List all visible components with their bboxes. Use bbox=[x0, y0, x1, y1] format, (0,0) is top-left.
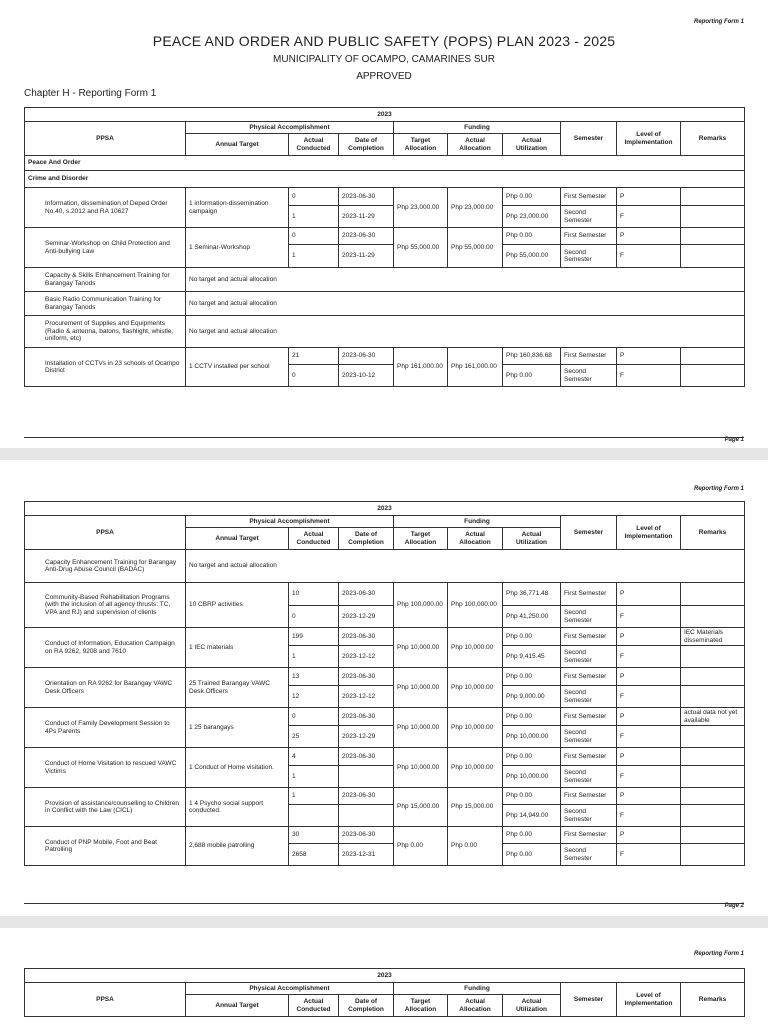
semester-cell: Second Semester bbox=[561, 365, 617, 387]
semester-cell: First Semester bbox=[561, 583, 617, 606]
target-allocation-header: Target Allocation bbox=[394, 995, 448, 1017]
utilization-cell: Php 10,000.00 bbox=[503, 766, 561, 788]
actual-conducted-cell: 0 bbox=[289, 228, 339, 245]
target-cell: 1 Seminar-Workshop bbox=[186, 228, 289, 268]
target-allocation-cell: Php 10,000.00 bbox=[394, 628, 448, 668]
actual-conducted-cell: 1 bbox=[289, 788, 339, 805]
utilization-cell: Php 0.00 bbox=[503, 708, 561, 726]
remarks-cell bbox=[681, 348, 745, 365]
utilization-cell: Php 9,415.45 bbox=[503, 646, 561, 668]
actual-allocation-cell: Php 10,000.00 bbox=[448, 628, 503, 668]
semester-cell: First Semester bbox=[561, 827, 617, 844]
ppsa-cell: Community-Based Rehabilitation Programs (with the inclusion of all agency thrusts: TC, VPA and RJ) and supervision of clients bbox=[25, 583, 186, 628]
annual-target-header: Annual Target bbox=[186, 995, 289, 1017]
reporting-form-label: Reporting Form 1 bbox=[693, 486, 744, 492]
target-allocation-header: Target Allocation bbox=[394, 528, 448, 550]
utilization-cell: Php 23,000.00 bbox=[503, 206, 561, 228]
semester-cell: First Semester bbox=[561, 348, 617, 365]
document-title: PEACE AND ORDER AND PUBLIC SAFETY (POPS) PLAN 2023 - 2025 bbox=[152, 33, 616, 49]
remarks-header: Remarks bbox=[681, 122, 745, 156]
year-header: 2023 bbox=[25, 502, 745, 516]
actual-allocation-cell: Php 161,000.00 bbox=[448, 348, 503, 387]
table-row bbox=[25, 292, 745, 316]
actual-allocation-cell: Php 0.00 bbox=[448, 827, 503, 866]
utilization-cell: Php 0.00 bbox=[503, 188, 561, 206]
report-page-3 bbox=[0, 928, 768, 1024]
target-cell: 1 CCTV installed per school bbox=[186, 348, 289, 387]
table-row bbox=[25, 668, 745, 686]
date-cell: 2023-11-29 bbox=[339, 245, 394, 268]
semester-cell: Second Semester bbox=[561, 686, 617, 708]
target-cell: 1 Conduct of Home visitation. bbox=[186, 748, 289, 788]
utilization-cell: Php 55,000.00 bbox=[503, 245, 561, 268]
actual-utilization-header: Actual Utilization bbox=[503, 995, 561, 1017]
ppsa-header: PPSA bbox=[25, 983, 186, 1017]
table-row bbox=[25, 583, 745, 606]
target-cell: 1 4 Psycho social support conducted. bbox=[186, 788, 289, 827]
date-cell: 2023-06-30 bbox=[339, 708, 394, 726]
date-cell: 2023-06-30 bbox=[339, 188, 394, 206]
no-target-cell: No target and actual allocation bbox=[186, 316, 745, 348]
remarks-cell bbox=[681, 365, 745, 387]
semester-cell: Second Semester bbox=[561, 206, 617, 228]
level-cell: F bbox=[617, 844, 681, 866]
physical-header: Physical Accomplishment bbox=[186, 516, 394, 528]
table-row bbox=[25, 348, 745, 365]
municipality-name: MUNICIPALITY OF OCAMPO, CAMARINES SUR bbox=[273, 54, 495, 65]
semester-cell: First Semester bbox=[561, 788, 617, 805]
table-row bbox=[25, 188, 745, 206]
utilization-cell: Php 0.00 bbox=[503, 748, 561, 766]
actual-conducted-cell: 13 bbox=[289, 668, 339, 686]
utilization-cell: Php 10,000.00 bbox=[503, 726, 561, 748]
report-page-1 bbox=[0, 0, 768, 448]
date-cell: 2023-10-12 bbox=[339, 365, 394, 387]
level-cell: P bbox=[617, 708, 681, 726]
no-target-cell: No target and actual allocation bbox=[186, 268, 745, 292]
date-completion-header: Date of Completion bbox=[339, 134, 394, 156]
physical-header: Physical Accomplishment bbox=[186, 983, 394, 995]
remarks-cell bbox=[681, 726, 745, 748]
level-header: Level of Implementation bbox=[617, 516, 681, 550]
ppsa-cell: Procurement of Supplies and Equipments (Radio & antenna, batons, flashlight, whistle, uniform, etc) bbox=[25, 316, 186, 348]
actual-allocation-cell: Php 23,000.00 bbox=[448, 188, 503, 228]
actual-allocation-cell: Php 100,000.00 bbox=[448, 583, 503, 628]
level-cell: P bbox=[617, 628, 681, 646]
level-cell: P bbox=[617, 188, 681, 206]
approval-status: APPROVED bbox=[356, 71, 412, 82]
date-cell: 2023-12-12 bbox=[339, 646, 394, 668]
table-row bbox=[25, 748, 745, 766]
ppsa-cell: Orientation on RA 9262 for Barangay VAWC Desk Officers bbox=[25, 668, 186, 708]
actual-conducted-cell: 30 bbox=[289, 827, 339, 844]
semester-cell: Second Semester bbox=[561, 766, 617, 788]
utilization-cell: Php 36,771.48 bbox=[503, 583, 561, 606]
level-cell: F bbox=[617, 206, 681, 228]
actual-conducted-cell: 0 bbox=[289, 606, 339, 628]
remarks-cell bbox=[681, 766, 745, 788]
actual-conducted-cell: 1 bbox=[289, 245, 339, 268]
level-cell: F bbox=[617, 686, 681, 708]
funding-header: Funding bbox=[394, 983, 561, 995]
remarks-cell bbox=[681, 788, 745, 805]
section-row: Peace And Order bbox=[25, 156, 745, 171]
remarks-cell bbox=[681, 844, 745, 866]
actual-conducted-cell: 1 bbox=[289, 646, 339, 668]
semester-cell: First Semester bbox=[561, 748, 617, 766]
target-allocation-cell: Php 161,000.00 bbox=[394, 348, 448, 387]
semester-cell: Second Semester bbox=[561, 606, 617, 628]
remarks-cell bbox=[681, 606, 745, 628]
date-cell: 2023-06-30 bbox=[339, 827, 394, 844]
level-cell: F bbox=[617, 365, 681, 387]
target-allocation-cell: Php 15,000.00 bbox=[394, 788, 448, 827]
target-allocation-cell: Php 0.00 bbox=[394, 827, 448, 866]
remarks-cell bbox=[681, 228, 745, 245]
ppsa-cell: Conduct of Family Development Session to 4Ps Parents bbox=[25, 708, 186, 748]
semester-cell: First Semester bbox=[561, 228, 617, 245]
level-cell: F bbox=[617, 766, 681, 788]
utilization-cell: Php 0.00 bbox=[503, 827, 561, 844]
chapter-heading: Chapter H - Reporting Form 1 bbox=[24, 88, 157, 99]
pops-table-page-1 bbox=[24, 107, 745, 387]
reporting-form-label: Reporting Form 1 bbox=[693, 19, 744, 25]
ppsa-header: PPSA bbox=[25, 516, 186, 550]
date-cell: 2023-06-30 bbox=[339, 668, 394, 686]
utilization-cell: Php 0.00 bbox=[503, 628, 561, 646]
pops-table-page-2 bbox=[24, 501, 745, 866]
level-header: Level of Implementation bbox=[617, 983, 681, 1017]
date-cell: 2023-06-30 bbox=[339, 628, 394, 646]
semester-cell: Second Semester bbox=[561, 245, 617, 268]
actual-allocation-cell: Php 10,000.00 bbox=[448, 748, 503, 788]
year-header: 2023 bbox=[25, 969, 745, 983]
subsection-row: Crime and Disorder bbox=[25, 171, 745, 188]
remarks-cell bbox=[681, 668, 745, 686]
ppsa-cell: Basic Radio Communication Training for Barangay Tanods bbox=[25, 292, 186, 316]
actual-conducted-header: Actual Conducted bbox=[289, 528, 339, 550]
actual-conducted-cell: 21 bbox=[289, 348, 339, 365]
actual-conducted-cell bbox=[289, 805, 339, 827]
remarks-cell bbox=[681, 686, 745, 708]
remarks-header: Remarks bbox=[681, 983, 745, 1017]
level-cell: P bbox=[617, 788, 681, 805]
date-cell bbox=[339, 805, 394, 827]
level-cell: P bbox=[617, 348, 681, 365]
target-allocation-cell: Php 55,000.00 bbox=[394, 228, 448, 268]
ppsa-cell: Capacity & Skills Enhancement Training for Barangay Tanods bbox=[25, 268, 186, 292]
remarks-cell bbox=[681, 245, 745, 268]
level-cell: F bbox=[617, 805, 681, 827]
date-cell: 2023-12-29 bbox=[339, 606, 394, 628]
semester-header: Semester bbox=[561, 983, 617, 1017]
actual-conducted-cell: 4 bbox=[289, 748, 339, 766]
date-cell: 2023-12-29 bbox=[339, 726, 394, 748]
semester-cell: First Semester bbox=[561, 188, 617, 206]
date-cell: 2023-06-30 bbox=[339, 748, 394, 766]
table-row bbox=[25, 550, 745, 583]
remarks-cell bbox=[681, 583, 745, 606]
semester-cell: Second Semester bbox=[561, 805, 617, 827]
ppsa-cell: Conduct of PNP Mobile, Foot and Beat Patrolling bbox=[25, 827, 186, 866]
actual-utilization-header: Actual Utilization bbox=[503, 134, 561, 156]
remarks-header: Remarks bbox=[681, 516, 745, 550]
target-allocation-cell: Php 10,000.00 bbox=[394, 668, 448, 708]
date-completion-header: Date of Completion bbox=[339, 995, 394, 1017]
remarks-cell bbox=[681, 206, 745, 228]
funding-header: Funding bbox=[394, 122, 561, 134]
utilization-cell: Php 14,949.00 bbox=[503, 805, 561, 827]
actual-conducted-cell: 2658 bbox=[289, 844, 339, 866]
actual-conducted-cell: 25 bbox=[289, 726, 339, 748]
actual-utilization-header: Actual Utilization bbox=[503, 528, 561, 550]
actual-allocation-cell: Php 10,000.00 bbox=[448, 708, 503, 748]
utilization-cell: Php 160,836.68 bbox=[503, 348, 561, 365]
no-target-cell: No target and actual allocation bbox=[186, 550, 745, 583]
target-allocation-cell: Php 100,000.00 bbox=[394, 583, 448, 628]
target-allocation-cell: Php 10,000.00 bbox=[394, 748, 448, 788]
actual-conducted-cell: 0 bbox=[289, 365, 339, 387]
target-cell: 1 IEC materials bbox=[186, 628, 289, 668]
level-cell: F bbox=[617, 245, 681, 268]
actual-conducted-cell: 10 bbox=[289, 583, 339, 606]
semester-cell: First Semester bbox=[561, 708, 617, 726]
table-row bbox=[25, 788, 745, 805]
ppsa-cell: Seminar-Workshop on Child Protection and Anti-bullying Law bbox=[25, 228, 186, 268]
physical-header: Physical Accomplishment bbox=[186, 122, 394, 134]
actual-allocation-cell: Php 15,000.00 bbox=[448, 788, 503, 827]
funding-header: Funding bbox=[394, 516, 561, 528]
level-cell: P bbox=[617, 827, 681, 844]
semester-cell: Second Semester bbox=[561, 844, 617, 866]
actual-allocation-cell: Php 10,000.00 bbox=[448, 668, 503, 708]
level-cell: P bbox=[617, 748, 681, 766]
actual-conducted-header: Actual Conducted bbox=[289, 995, 339, 1017]
remarks-cell bbox=[681, 188, 745, 206]
actual-conducted-cell: 1 bbox=[289, 206, 339, 228]
reporting-form-label: Reporting Form 1 bbox=[693, 951, 744, 957]
semester-cell: First Semester bbox=[561, 628, 617, 646]
table-row bbox=[25, 268, 745, 292]
ppsa-header: PPSA bbox=[25, 122, 186, 156]
actual-conducted-cell: 0 bbox=[289, 188, 339, 206]
page-number: Page 1 bbox=[724, 437, 744, 443]
level-cell: P bbox=[617, 583, 681, 606]
date-cell: 2023-06-30 bbox=[339, 228, 394, 245]
actual-conducted-cell: 1 bbox=[289, 766, 339, 788]
target-cell: 25 Trained Barangay VAWC Desk Officers bbox=[186, 668, 289, 708]
utilization-cell: Php 0.00 bbox=[503, 228, 561, 245]
target-allocation-header: Target Allocation bbox=[394, 134, 448, 156]
remarks-cell: IEC Materials disseminated bbox=[681, 628, 745, 646]
remarks-cell: actual data not yet available bbox=[681, 708, 745, 726]
remarks-cell bbox=[681, 827, 745, 844]
target-allocation-cell: Php 23,000.00 bbox=[394, 188, 448, 228]
semester-cell: Second Semester bbox=[561, 726, 617, 748]
year-header: 2023 bbox=[25, 108, 745, 122]
semester-header: Semester bbox=[561, 122, 617, 156]
utilization-cell: Php 0.00 bbox=[503, 668, 561, 686]
level-cell: F bbox=[617, 606, 681, 628]
actual-allocation-header: Actual Allocation bbox=[448, 528, 503, 550]
report-page-2 bbox=[0, 460, 768, 916]
ppsa-cell: Conduct of Information, Education Campaign on RA 9262, 9208 and 7610 bbox=[25, 628, 186, 668]
utilization-cell: Php 0.00 bbox=[503, 365, 561, 387]
target-cell: 2,688 mobile patrolling bbox=[186, 827, 289, 866]
date-cell: 2023-06-30 bbox=[339, 583, 394, 606]
date-cell bbox=[339, 766, 394, 788]
semester-header: Semester bbox=[561, 516, 617, 550]
date-cell: 2023-12-31 bbox=[339, 844, 394, 866]
table-row bbox=[25, 628, 745, 646]
actual-conducted-cell: 0 bbox=[289, 708, 339, 726]
level-cell: P bbox=[617, 668, 681, 686]
table-row bbox=[25, 228, 745, 245]
utilization-cell: Php 9,000.00 bbox=[503, 686, 561, 708]
ppsa-cell: Provision of assistance/counselling to Children in Conflict with the Law (CICL) bbox=[25, 788, 186, 827]
table-row bbox=[25, 316, 745, 348]
actual-conducted-cell: 12 bbox=[289, 686, 339, 708]
date-cell: 2023-11-29 bbox=[339, 206, 394, 228]
remarks-cell bbox=[681, 646, 745, 668]
no-target-cell: No target and actual allocation bbox=[186, 292, 745, 316]
utilization-cell: Php 0.00 bbox=[503, 844, 561, 866]
target-cell: 1 25 barangays bbox=[186, 708, 289, 748]
ppsa-cell: Installation of CCTVs in 23 schools of Ocampo District bbox=[25, 348, 186, 387]
date-cell: 2023-06-30 bbox=[339, 788, 394, 805]
actual-allocation-header: Actual Allocation bbox=[448, 995, 503, 1017]
remarks-cell bbox=[681, 748, 745, 766]
utilization-cell: Php 0.00 bbox=[503, 788, 561, 805]
date-cell: 2023-12-12 bbox=[339, 686, 394, 708]
ppsa-cell: Conduct of Home Visitation to rescued VAWC Victims bbox=[25, 748, 186, 788]
annual-target-header: Annual Target bbox=[186, 134, 289, 156]
actual-allocation-cell: Php 55,000.00 bbox=[448, 228, 503, 268]
page-divider bbox=[24, 903, 744, 904]
target-allocation-cell: Php 10,000.00 bbox=[394, 708, 448, 748]
level-cell: P bbox=[617, 228, 681, 245]
actual-conducted-header: Actual Conducted bbox=[289, 134, 339, 156]
actual-conducted-cell: 199 bbox=[289, 628, 339, 646]
level-header: Level of Implementation bbox=[617, 122, 681, 156]
level-cell: F bbox=[617, 726, 681, 748]
remarks-cell bbox=[681, 805, 745, 827]
table-row bbox=[25, 708, 745, 726]
semester-cell: Second Semester bbox=[561, 646, 617, 668]
date-cell: 2023-06-30 bbox=[339, 348, 394, 365]
annual-target-header: Annual Target bbox=[186, 528, 289, 550]
ppsa-cell: Information, dissemination of Deped Order No.40, s.2012 and RA 10627 bbox=[25, 188, 186, 228]
page-number: Page 2 bbox=[724, 903, 744, 909]
target-cell: 1 information-dissemination campaign bbox=[186, 188, 289, 228]
date-completion-header: Date of Completion bbox=[339, 528, 394, 550]
level-cell: F bbox=[617, 646, 681, 668]
utilization-cell: Php 41,250.00 bbox=[503, 606, 561, 628]
page-divider bbox=[24, 437, 744, 438]
ppsa-cell: Capacity Enhancement Training for Barangay Anti-Drug Abuse Council (BADAC) bbox=[25, 550, 186, 583]
actual-allocation-header: Actual Allocation bbox=[448, 134, 503, 156]
target-cell: 10 CBRP activities bbox=[186, 583, 289, 628]
semester-cell: First Semester bbox=[561, 668, 617, 686]
pops-table-page-3 bbox=[24, 968, 745, 1017]
table-row bbox=[25, 827, 745, 844]
